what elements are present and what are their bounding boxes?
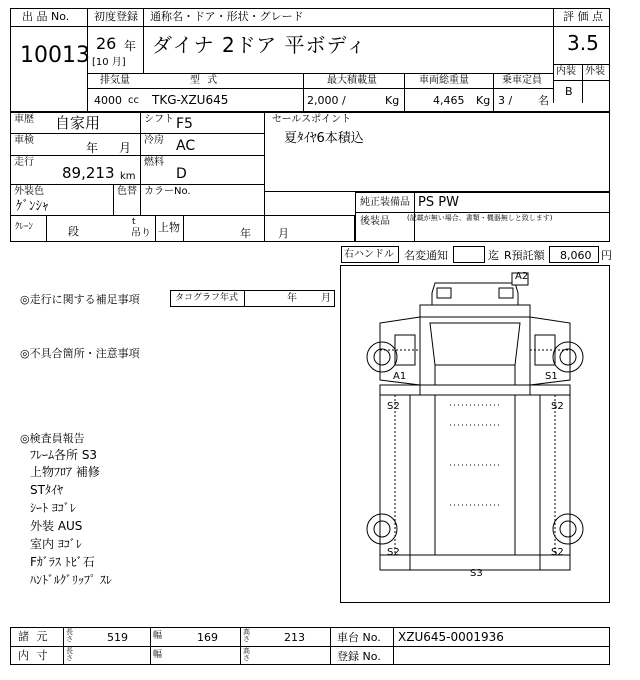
recycle-label: R預託額 [504,249,545,262]
inner-height-label: 高さ [243,647,250,662]
damage-mark: A2 [515,271,529,282]
capacity-unit: 名 [538,94,549,107]
divider [244,290,245,307]
body-year: 年 [240,227,251,240]
tacho-label: タコグラフ年式 [175,293,239,303]
divider [87,26,553,27]
divider [155,215,156,242]
inspector-line: ﾊﾝﾄﾞﾙｸﾞﾘｯﾌﾟ ｽﾚ [30,573,112,587]
fuel-value: D [176,166,187,182]
color-change-label: 色替 [117,186,137,197]
inspector-title: ◎検査員報告 [20,432,85,445]
displacement-value: 4000 [94,94,122,107]
mileage-value: 89,213 [62,164,115,182]
damage-mark: S1 [545,371,558,382]
crane-label: ｸﾚｰﾝ [15,222,34,232]
divider [140,112,141,215]
color-value: ｹﾞﾝｼｬ [16,199,49,214]
shift-value: F5 [176,116,193,132]
crane-hook: 吊り [131,228,151,239]
deadline-mark: 迄 [488,249,499,262]
divider [493,73,494,112]
gross-weight-label: 車両総重量 [419,75,469,86]
divider [10,26,87,27]
mileage-unit: km [120,171,136,182]
divider [10,133,265,134]
damage-mark: S2 [387,401,400,412]
equipment-value: PS PW [418,195,459,210]
displacement-label: 排気量 [100,75,130,86]
lot-number: 10013 [20,43,90,68]
inspector-line: ﾌﾚｰﾑ各所 S3 [30,448,98,462]
damage-mark: S3 [470,568,483,579]
color-code-label: カラーNo. [144,186,191,197]
divider [553,8,554,103]
tacho-year: 年 [287,293,297,304]
aftermarket-label: 後装品 [360,216,390,227]
displacement-unit: cc [128,95,139,106]
first-reg-label: 初度登録 [94,10,138,23]
model-label: 型 式 [190,75,220,86]
score-label: 評 価 点 [563,10,603,23]
defects-title: ◎不具合箇所・注意事項 [20,347,140,360]
width-value: 169 [197,631,218,644]
car-name: ダイナ 2ドア 平ボディ [152,33,367,57]
inspector-line: Fｶﾞﾗｽ ﾄﾋﾞ石 [30,555,95,569]
max-load-unit: Kg [385,94,400,107]
inspector-line: STﾀｲﾔ [30,483,63,497]
divider [393,627,394,665]
divider [87,88,553,89]
sales-point-label: セールスポイント [272,114,352,125]
interior-label: 内装 [556,66,576,77]
width-label: 幅 [153,631,163,641]
registration-label: 登録 No. [337,650,381,663]
history-label: 車歴 [14,114,34,125]
divider [553,26,610,27]
damage-mark: S2 [551,401,564,412]
divider [150,627,151,665]
tacho-month: 月 [321,293,331,304]
gross-weight-value: 4,465 [433,94,465,107]
mileage-label: 走行 [14,157,34,168]
reg-year: 26 [96,34,117,53]
exterior-label: 外装 [585,66,605,77]
chassis-value: XZU645-0001936 [398,630,504,644]
damage-mark: S2 [551,547,564,558]
inspector-line: 上物ﾌﾛｱ 補修 [30,465,100,479]
inspection-month: 月 [119,141,132,155]
ac-value: AC [176,138,196,154]
yen-unit: 円 [601,249,612,262]
crane-tons: t [132,217,136,227]
name-change-box [453,246,485,263]
fuel-label: 燃料 [144,157,164,168]
divider [240,627,241,665]
divider [330,627,331,665]
height-label: 高さ [243,628,250,643]
driving-notes-title: ◎走行に関する補足事項 [20,293,140,306]
truck-diagram [340,265,610,603]
name-change-label: 名変通知 [404,249,448,262]
lot-label: 出 品 No. [22,10,70,23]
crane-stage: 段 [68,225,79,238]
inspector-line: 外装 AUS [30,519,83,533]
divider [553,80,610,81]
divider [183,215,184,242]
chassis-label: 車台 No. [337,631,381,644]
ac-label: 冷房 [144,135,164,146]
height-value: 213 [284,631,305,644]
inspection-year: 年 [86,141,99,155]
inner-width-label: 幅 [153,650,163,660]
divider [10,155,265,156]
reg-month: [10 月] [92,57,126,68]
divider [143,8,144,73]
divider [404,73,405,112]
capacity-value: 3 / [498,94,513,107]
max-load-label: 最大積載量 [327,75,377,86]
length-value: 519 [107,631,128,644]
inspector-line: ｼｰﾄ ﾖｺﾞﾚ [30,501,76,515]
divider [355,212,610,213]
max-load-value: 2,000 / [307,94,346,107]
inspection-label: 車検 [14,135,34,146]
sales-point-text: 夏ﾀｲﾔ6本積込 [284,131,364,146]
capacity-label: 乗車定員 [502,75,542,86]
divider [10,215,265,216]
reg-year-unit: 年 [124,39,137,53]
model-value: TKG-XZU645 [152,93,229,107]
history-value: 自家用 [55,114,101,132]
color-label: 外装色 [14,186,44,197]
divider [63,627,64,665]
divider [87,73,553,74]
divider [582,64,583,103]
inspector-line: 室内 ﾖｺﾞﾚ [30,537,82,551]
shift-label: シフト [144,114,174,125]
dims-label: 諸 元 [18,630,50,643]
equipment-label: 純正装備品 [360,197,410,208]
damage-mark: S2 [387,547,400,558]
divider [10,184,265,185]
divider [87,73,88,112]
interior-grade: B [565,85,573,98]
gross-weight-unit: Kg [476,94,491,107]
body-month: 月 [278,227,289,240]
recycle-amount: 8,060 [560,249,592,262]
divider [303,73,304,112]
aftermarket-note: (記載が無い場合、書類・機器無しと致します) [407,214,553,222]
damage-mark: A1 [393,371,407,382]
inner-dims-label: 内 寸 [18,649,50,662]
length-label: 長さ [66,628,73,643]
divider [46,215,47,242]
score-value: 3.5 [567,31,599,55]
right-hand-label: 右ハンドル [344,249,394,260]
grade-label: 通称名・ドア・形状・グレード [150,10,304,23]
body-label: 上物 [158,221,180,234]
divider [113,184,114,215]
inner-length-label: 長さ [66,647,73,662]
divider [10,646,610,647]
details-frame [10,112,265,242]
